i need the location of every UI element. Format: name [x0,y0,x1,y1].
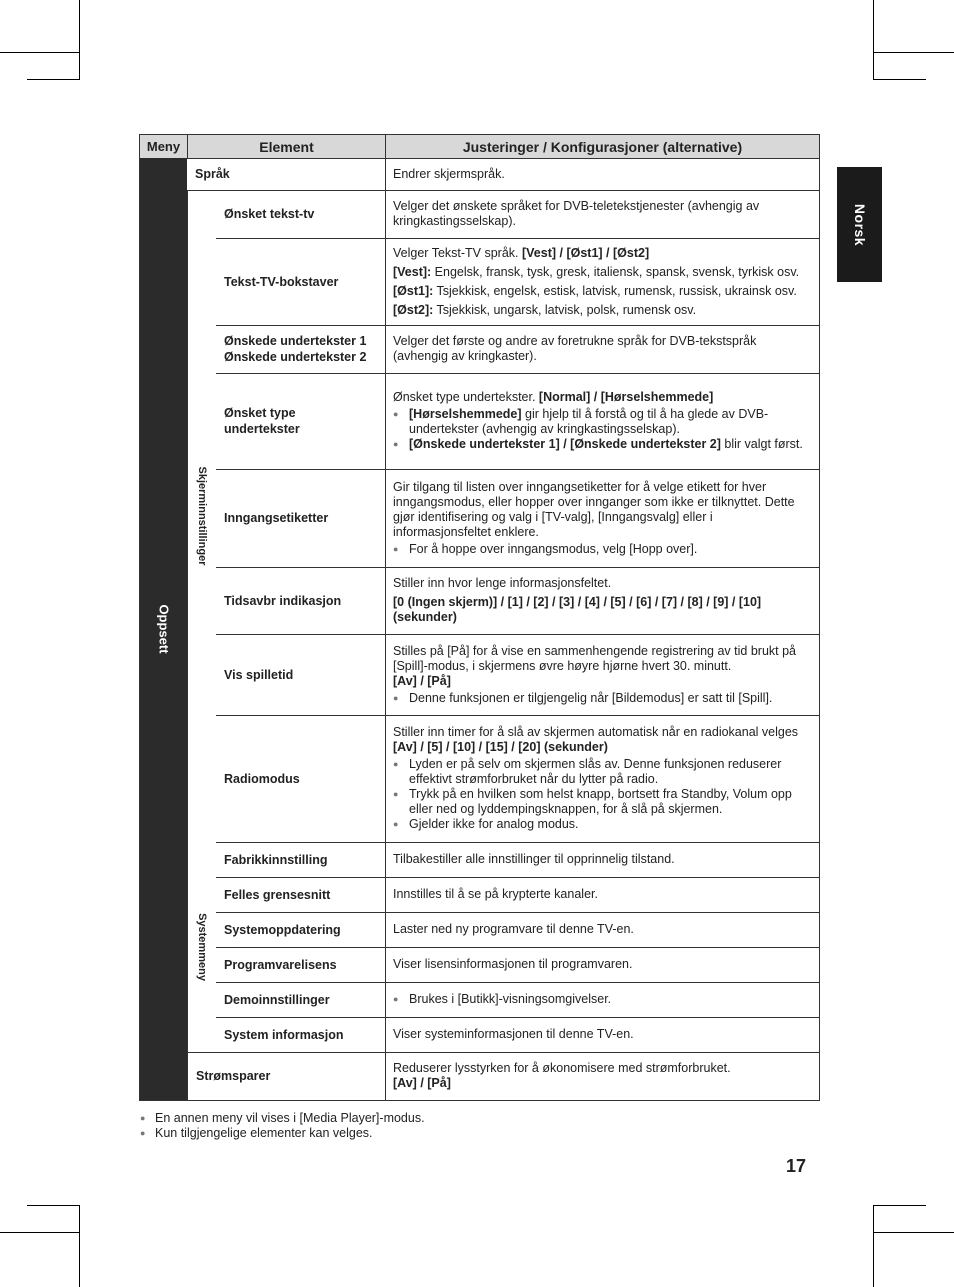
row-element: Systemoppdatering [224,922,341,937]
bullet-item: ● Trykk på en hvilken som helst knapp, bortsett fra Standby, Volum opp eller ned og lyddempingsknappen, for å slå på skjermen. [393,787,813,817]
row-description [385,947,819,982]
bullet-item: ● Brukes i [Butikk]-visningsomgivelser. [393,992,813,1007]
row-element: Tidsavbr indikasjon [224,593,342,608]
table-row [216,982,819,1018]
desc-options: [Av] / [På] [393,1076,451,1090]
row-description [385,715,819,842]
desc-text: Ønsket type undertekster. [393,390,539,404]
header-settings-label: Justeringer / Konfigurasjoner (alternative) [462,138,743,155]
column-header-settings [385,134,820,159]
table-row [187,158,819,191]
row-description [385,1052,819,1100]
row-description [385,567,819,634]
footnotes [140,1111,425,1141]
desc-text: gir hjelp til å forstå og til å ha glede av DVB-undertekster (avhengig av kringkastingsselskap). [409,407,769,436]
row-element: Tekst-TV-bokstaver [224,274,339,289]
row-element: Vis spilletid [224,667,294,682]
group-system-label: Systemmeny [196,913,208,981]
row-element: Radiomodus [224,771,300,786]
table-row [216,238,819,326]
element-line: Ønskede undertekster 1 [224,334,367,348]
crop-mark [873,1232,954,1233]
desc-text: Tsjekkisk, engelsk, estisk, latvisk, rumensk, russisk, ukrainsk osv. [433,283,797,298]
crop-mark [27,1205,80,1206]
desc-text: Gir tilgang til listen over inngangsetiketter for å velge etikett for hver inngangsmodus, eller hopper over innganger som ikke er tilknyttet. Dette gjør identifisering og valg i [TV-valg], [Inngangsvalg] eller i informasjonsfeltet enklere. [393,479,795,539]
table-row [216,715,819,843]
desc-text: Stilles på [På] for å vise en sammenhengende registrering av tid brukt på [Spill]-modus, i skjermens øvre høyre hjørne hvert 30. minutt. [393,643,796,673]
crop-mark [0,1232,80,1233]
desc-text: Viser systeminformasjonen til denne TV-en. [393,1027,634,1041]
desc-options: [Vest] / [Øst1] / [Øst2] [522,245,650,260]
row-description [385,634,819,715]
row-description [385,158,819,190]
desc-label: [Vest]: [393,264,432,279]
crop-mark [0,52,80,53]
table-row [216,373,819,470]
desc-text: Innstilles til å se på krypterte kanaler. [393,887,598,901]
desc-text: Laster ned ny programvare til denne TV-en. [393,922,634,936]
desc-options: [Av] / [På] [393,673,451,688]
page-number: 17 [786,1156,807,1176]
table-row [216,877,819,913]
group-screen-settings [187,190,216,843]
desc-text: Viser lisensinformasjonen til programvaren. [393,957,633,971]
table-row [216,947,819,983]
table-row [216,842,819,878]
bullet-item: ● For å hoppe over inngangsmodus, velg [Hopp over]. [393,542,813,557]
table-row [187,1052,819,1100]
column-header-menu [139,134,188,159]
row-description [385,190,819,238]
group-screen-label: Skjerminnstillinger [196,466,208,566]
desc-text: Endrer skjermspråk. [393,166,505,181]
desc-label: [Ønskede undertekster 1] / [Ønskede undertekster 2] [409,437,721,451]
menu-oppsett [140,158,187,1100]
bullet-item: ● Denne funksjonen er tilgjengelig når [Bildemodus] er satt til [Spill]. [393,691,813,706]
row-description [385,238,819,325]
row-element: Inngangsetiketter [224,511,329,525]
table-row [216,567,819,635]
header-menu-label: Meny [146,139,181,154]
desc-label: [Øst1]: [393,283,434,298]
desc-text: Stiller inn timer for å slå av skjermen automatisk når en radiokanal velges [393,725,799,739]
footnote: ● Kun tilgjengelige elementer kan velges. [140,1126,425,1141]
crop-mark [873,52,954,53]
bullet-item: ● Lyden er på selv om skjermen slås av. Denne funksjonen reduserer effektivt strømforbruket når du lytter på radio. [393,757,813,787]
desc-text: Tilbakestiller alle innstillinger til opprinnelig tilstand. [393,852,675,866]
desc-text: Velger Tekst-TV språk. [393,245,522,260]
row-description [385,982,819,1017]
desc-text: Velger det første og andre av foretrukne språk for DVB-tekstspråk (avhengig av kringkaster). [393,334,757,363]
row-element: Programvarelisens [224,957,337,972]
table-row [216,325,819,374]
crop-mark [873,1205,926,1206]
desc-options: [0 (Ingen skjerm)] / [1] / [2] / [3] / [4] / [5] / [6] / [7] / [8] / [9] / [10] (sekunder) [393,595,762,624]
desc-text: Stiller inn hvor lenge informasjonsfeltet. [393,576,612,590]
row-description [385,877,819,912]
row-description [385,842,819,877]
desc-text: Tsjekkisk, ungarsk, latvisk, polsk, rumensk osv. [433,302,697,317]
table-row [216,912,819,948]
row-description [385,325,819,373]
desc-options: [Normal] / [Hørselshemmede] [538,390,714,404]
row-element: Ønsket type undertekster [224,406,300,436]
row-description [385,912,819,947]
crop-mark [27,79,80,80]
column-header-element [187,134,386,159]
table-row [216,1017,819,1053]
crop-mark [79,1205,80,1287]
footnote: ● En annen meny vil vises i [Media Player]-modus. [140,1111,425,1126]
language-tab-label: Norsk [851,203,868,246]
group-system-menu [187,842,216,1053]
desc-options: [Av] / [5] / [10] / [15] / [20] (sekunder) [393,740,608,754]
language-tab [837,167,882,282]
row-element: Felles grensesnitt [224,887,331,902]
crop-mark [873,0,874,80]
row-description [385,469,819,567]
desc-label: [Øst2]: [393,302,434,317]
row-element: System informasjon [224,1027,344,1042]
crop-mark [873,79,926,80]
row-element: Demoinnstillinger [224,992,330,1007]
row-element: Ønsket tekst-tv [224,207,315,221]
row-element: Fabrikkinnstilling [224,852,328,867]
desc-text: Reduserer lysstyrken for å økonomisere med strømforbruket. [393,1061,731,1075]
bullet-item [393,437,813,452]
crop-mark [873,1205,874,1287]
bullet-item [393,407,813,437]
desc-label: [Hørselshemmede] [409,407,522,421]
row-description [385,1017,819,1052]
desc-text: blir valgt først. [720,437,803,451]
header-element-label: Element [259,138,314,155]
table-row [216,469,819,568]
crop-mark [79,0,80,80]
element-line: Ønskede undertekster 2 [224,350,367,364]
menu-label: Oppsett [156,604,171,654]
bullet-item: ● Gjelder ikke for analog modus. [393,817,813,832]
desc-text: Engelsk, fransk, tysk, gresk, italiensk, spansk, svensk, tyrkisk osv. [431,264,800,279]
row-element: Strømsparer [187,1052,385,1100]
row-element [216,325,385,373]
row-element: Språk [195,167,230,181]
row-description [385,373,819,469]
desc-text: Velger det ønskete språket for DVB-teletekstjenester (avhengig av kringkastingsselskap). [393,199,760,228]
table-row [216,190,819,239]
table-row [216,634,819,716]
